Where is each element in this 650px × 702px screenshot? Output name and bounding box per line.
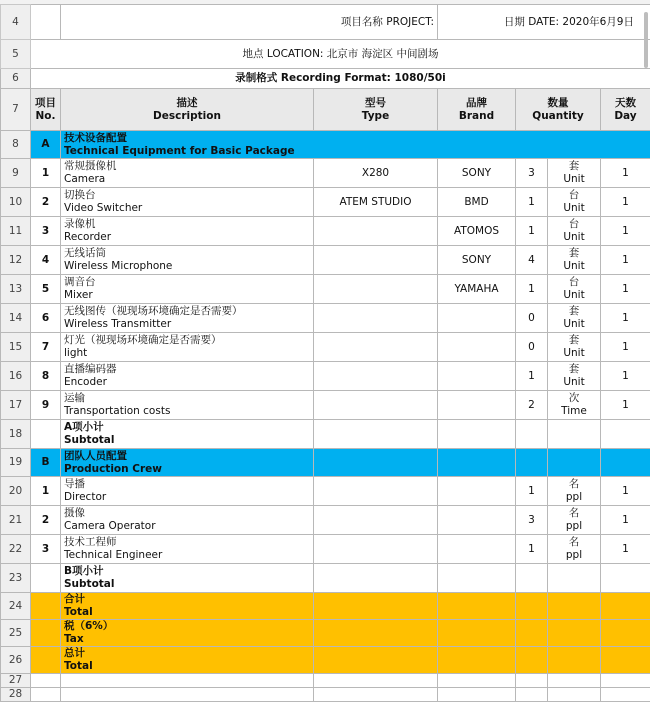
row-number[interactable]: 23 (1, 564, 31, 593)
equipment-row (1, 246, 650, 275)
item-type (314, 535, 438, 564)
project-label: 项目名称 PROJECT: (61, 5, 438, 40)
item-type (314, 333, 438, 362)
item-quantity: 3 (516, 159, 548, 188)
quotation-table (0, 4, 650, 702)
item-type: ATEM STUDIO (314, 188, 438, 217)
item-no: 3 (31, 535, 61, 564)
item-type (314, 304, 438, 333)
item-quantity: 2 (516, 391, 548, 420)
item-description: 技术工程师 Technical Engineer (61, 535, 314, 564)
row-number[interactable]: 22 (1, 535, 31, 564)
item-no: 2 (31, 188, 61, 217)
row-number[interactable]: 20 (1, 477, 31, 506)
item-days: 1 (601, 391, 650, 420)
item-quantity: 0 (516, 304, 548, 333)
total-label: 合计 Total (61, 593, 314, 620)
item-no: 2 (31, 506, 61, 535)
item-days: 1 (601, 362, 650, 391)
subtotal-b-row (1, 564, 650, 593)
item-no: 1 (31, 477, 61, 506)
item-days: 1 (601, 333, 650, 362)
grand-total-row (1, 647, 650, 674)
row-number[interactable]: 15 (1, 333, 31, 362)
crew-row (1, 506, 650, 535)
row-number[interactable]: 7 (1, 89, 31, 131)
item-type (314, 275, 438, 304)
item-brand: BMD (438, 188, 516, 217)
item-description: 导播 Director (61, 477, 314, 506)
item-days: 1 (601, 304, 650, 333)
row-number[interactable]: 19 (1, 449, 31, 477)
item-brand: SONY (438, 159, 516, 188)
item-quantity: 1 (516, 188, 548, 217)
item-unit: 套 Unit (548, 304, 601, 333)
grand-total-label: 总计 Total (61, 647, 314, 674)
item-quantity: 4 (516, 246, 548, 275)
equipment-row (1, 275, 650, 304)
tax-label: 税（6%） Tax (61, 620, 314, 647)
row-number[interactable]: 12 (1, 246, 31, 275)
row-number[interactable]: 11 (1, 217, 31, 246)
row-number[interactable]: 28 (1, 688, 31, 702)
item-unit: 名 ppl (548, 535, 601, 564)
item-description: 录像机 Recorder (61, 217, 314, 246)
project-row (1, 5, 650, 40)
equipment-row (1, 362, 650, 391)
item-unit: 名 ppl (548, 506, 601, 535)
row-number[interactable]: 10 (1, 188, 31, 217)
section-id: B (31, 449, 61, 477)
section-a-row (1, 131, 650, 159)
row-number[interactable]: 27 (1, 674, 31, 688)
row-number[interactable]: 17 (1, 391, 31, 420)
item-type (314, 391, 438, 420)
item-unit: 套 Unit (548, 246, 601, 275)
item-no: 1 (31, 159, 61, 188)
location-label: 地点 LOCATION: 北京市 海淀区 中间剧场 (31, 40, 650, 69)
row-number[interactable]: 5 (1, 40, 31, 69)
item-description: 无线图传（视现场环境确定是否需要） Wireless Transmitter (61, 304, 314, 333)
item-description: 摄像 Camera Operator (61, 506, 314, 535)
item-days: 1 (601, 246, 650, 275)
item-quantity: 1 (516, 217, 548, 246)
item-description: 无线话筒 Wireless Microphone (61, 246, 314, 275)
header-description: 描述 Description (61, 89, 314, 131)
item-days: 1 (601, 506, 650, 535)
item-no: 7 (31, 333, 61, 362)
item-type (314, 362, 438, 391)
item-type (314, 246, 438, 275)
item-type: X280 (314, 159, 438, 188)
header-days: 天数 Day (601, 89, 650, 131)
equipment-row (1, 391, 650, 420)
header-no: 项目 No. (31, 89, 61, 131)
crew-list (1, 477, 650, 564)
equipment-row (1, 304, 650, 333)
empty-row (1, 674, 650, 688)
crew-row (1, 535, 650, 564)
item-quantity: 1 (516, 275, 548, 304)
item-days: 1 (601, 275, 650, 304)
header-type: 型号 Type (314, 89, 438, 131)
item-unit: 台 Unit (548, 275, 601, 304)
item-brand: ATOMOS (438, 217, 516, 246)
item-unit: 台 Unit (548, 217, 601, 246)
row-number[interactable]: 9 (1, 159, 31, 188)
row-number[interactable]: 6 (1, 69, 31, 89)
section-title: 团队人员配置 Production Crew (61, 449, 314, 477)
item-brand (438, 477, 516, 506)
item-brand (438, 535, 516, 564)
tax-row (1, 620, 650, 647)
item-unit: 套 Unit (548, 362, 601, 391)
row-number[interactable]: 18 (1, 420, 31, 449)
item-description: 灯光（视现场环境确定是否需要） light (61, 333, 314, 362)
subtotal-a-row (1, 420, 650, 449)
row-number[interactable]: 13 (1, 275, 31, 304)
item-quantity: 3 (516, 506, 548, 535)
item-description: 运输 Transportation costs (61, 391, 314, 420)
item-brand (438, 304, 516, 333)
item-brand (438, 362, 516, 391)
item-quantity: 1 (516, 477, 548, 506)
recording-format: 录制格式 Recording Format: 1080/50i (31, 69, 650, 89)
item-quantity: 1 (516, 362, 548, 391)
item-brand (438, 333, 516, 362)
item-unit: 台 Unit (548, 188, 601, 217)
item-unit: 次 Time (548, 391, 601, 420)
item-no: 8 (31, 362, 61, 391)
item-type (314, 506, 438, 535)
item-days: 1 (601, 159, 650, 188)
total-row (1, 593, 650, 620)
date-label: 日期 DATE: 2020年6月9日 (438, 5, 650, 40)
item-no: 6 (31, 304, 61, 333)
item-type (314, 477, 438, 506)
subtotal-label: A项小计 Subtotal (61, 420, 314, 449)
header-quantity: 数量 Quantity (516, 89, 601, 131)
header-brand: 品牌 Brand (438, 89, 516, 131)
subtotal-label: B项小计 Subtotal (61, 564, 314, 593)
item-days: 1 (601, 217, 650, 246)
row-number[interactable]: 16 (1, 362, 31, 391)
item-brand: YAMAHA (438, 275, 516, 304)
row-number[interactable]: 25 (1, 620, 31, 647)
equipment-row (1, 159, 650, 188)
equipment-row (1, 333, 650, 362)
crew-row (1, 477, 650, 506)
item-days: 1 (601, 477, 650, 506)
item-brand (438, 506, 516, 535)
equipment-row (1, 188, 650, 217)
section-title: 技术设备配置 Technical Equipment for Basic Package (61, 131, 650, 159)
equipment-list (1, 159, 650, 420)
item-no: 3 (31, 217, 61, 246)
equipment-row (1, 217, 650, 246)
row-number[interactable]: 24 (1, 593, 31, 620)
format-row (1, 69, 650, 89)
vertical-scrollbar[interactable] (644, 12, 648, 68)
item-brand (438, 391, 516, 420)
item-unit: 套 Unit (548, 333, 601, 362)
item-brand: SONY (438, 246, 516, 275)
item-no: 9 (31, 391, 61, 420)
item-no: 5 (31, 275, 61, 304)
item-days: 1 (601, 535, 650, 564)
empty-row (1, 688, 650, 702)
section-b-row (1, 449, 650, 477)
item-unit: 名 ppl (548, 477, 601, 506)
column-header-row (1, 89, 650, 131)
row-number[interactable]: 8 (1, 131, 31, 159)
row-number[interactable]: 4 (1, 5, 31, 40)
section-id: A (31, 131, 61, 159)
row-number[interactable]: 21 (1, 506, 31, 535)
location-row (1, 40, 650, 69)
item-description: 常规摄像机 Camera (61, 159, 314, 188)
item-quantity: 0 (516, 333, 548, 362)
item-days: 1 (601, 188, 650, 217)
item-description: 切换台 Video Switcher (61, 188, 314, 217)
item-type (314, 217, 438, 246)
item-no: 4 (31, 246, 61, 275)
row-number[interactable]: 14 (1, 304, 31, 333)
item-description: 调音台 Mixer (61, 275, 314, 304)
row-number[interactable]: 26 (1, 647, 31, 674)
item-unit: 套 Unit (548, 159, 601, 188)
item-description: 直播编码器 Encoder (61, 362, 314, 391)
item-quantity: 1 (516, 535, 548, 564)
